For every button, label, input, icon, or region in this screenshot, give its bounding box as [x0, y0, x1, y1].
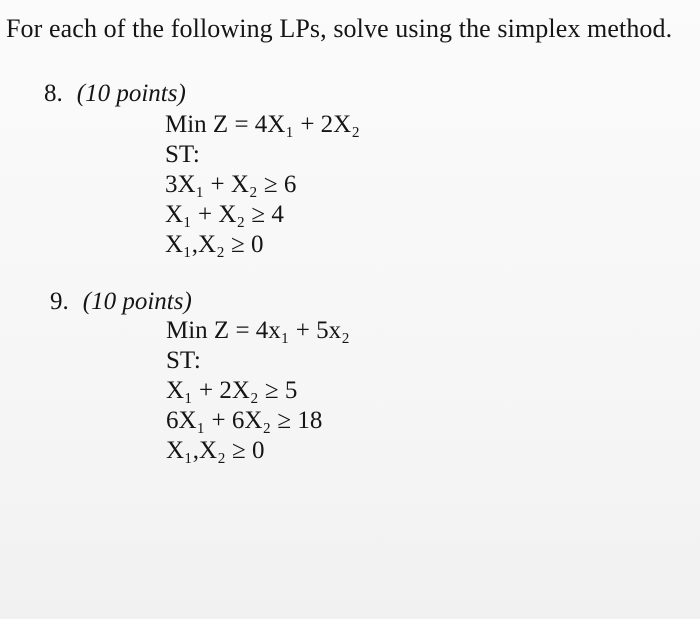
constraint: X₁ + 2X₂ ≥ 5: [166, 377, 298, 404]
problem-number: 8.: [44, 80, 63, 107]
subject-to-label: ST:: [165, 141, 200, 168]
objective-function: Min Z = 4x₁ + 5x₂: [166, 317, 350, 344]
objective-function: Min Z = 4X₁ + 2X₂: [165, 111, 360, 138]
subject-to-label: ST:: [166, 347, 201, 374]
problem-number: 9.: [50, 288, 69, 315]
problem-points: (10 points): [76, 80, 186, 107]
nonnegativity-constraint: X₁,X₂ ≥ 0: [165, 231, 264, 258]
constraint: 6X₁ + 6X₂ ≥ 18: [166, 407, 323, 434]
problem-9-formulation: [166, 316, 350, 466]
constraint: 3X₁ + X₂ ≥ 6: [165, 171, 297, 198]
problem-points: (10 points): [82, 288, 192, 315]
problem-9-heading: [50, 288, 192, 316]
problem-8-formulation: [165, 110, 360, 260]
instruction-text: For each of the following LPs, solve using the simplex method.: [6, 14, 673, 43]
constraint: X₁ + X₂ ≥ 4: [165, 201, 284, 228]
problem-8-heading: [44, 80, 186, 108]
nonnegativity-constraint: X₁,X₂ ≥ 0: [166, 437, 265, 464]
